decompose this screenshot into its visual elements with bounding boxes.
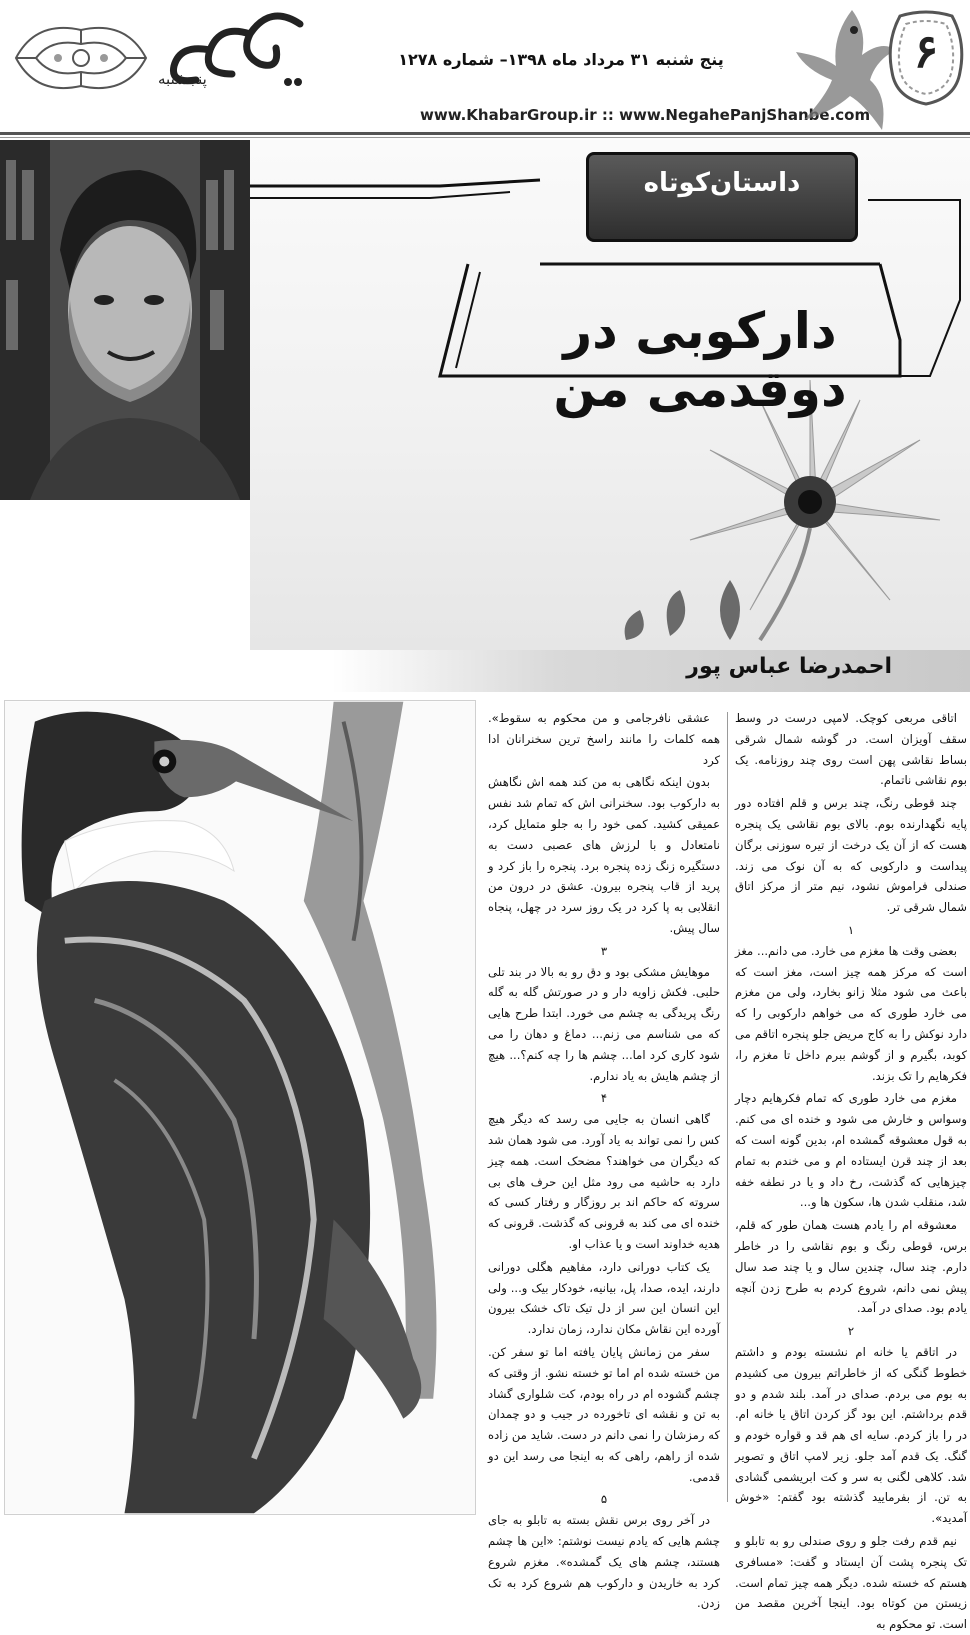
- date-issue: پنج شنبه ۳۱ مرداد ماه ۱۳۹۸– شماره ۱۲۷۸: [398, 50, 724, 69]
- article-paragraph: یک کتاب دورانی دارد، مفاهیم هگلی دورانی دارند، ایده، صدا، پل، بیانیه، خودکار بیک و... ولی این انسان این سر از دل تیک تاک خشک بیرون آورده این نقاش مکان ندارد، زمان ندارد.: [488, 1259, 720, 1337]
- phoenix-ornament-icon: [792, 0, 900, 136]
- logo-subtitle: پنجشنبه: [158, 70, 207, 88]
- article-paragraph: بدون اینکه نگاهی به من کند همه اش نگاهش به دارکوب بود. سخنرانی اش که تمام شد نفس عمیقی کشید. کمی خود را به جلو متمایل کرد، نامتعادل و با لرزش های عصبی دست به دستگیره زنگ زده پنجره برد. پنجره را باز کرد و پرید از قاب پنجره بیرون. عشق در درون من انقلابی به پا کرد در یک روز سرد در چهل، پنجاه سال پیش.: [488, 775, 720, 935]
- article-paragraph: سفر من زمانش پایان یافته اما تو سفر کن. من خسته شده ام اما تو خسته نشو. از وقتی که چشم گشوده ام در راه بودم، کت شلواری گشاد به تن و نقشه ای تاخورده در جیب و دو چمدان که رمزشان را نمی دانم در دست. شاید من زاده شده از راهم، راهی که به اینجا می رسد این دو قدمی.: [488, 1344, 720, 1484]
- author-byline: احمدرضا عباس پور: [686, 654, 892, 679]
- article-paragraph: چند قوطی رنگ، چند برس و قلم افتاده دور پایه نگهدارنده بوم. بالای بوم نقاشی یک پنجره هست که از آن یک درخت از تیره سوزنی برگان پیداست و دارکوبی که به آن نوک می زند. صندلی فراموش نشود، نیم متر از مرکز اتاق شمال شرقی تر.: [735, 796, 967, 915]
- masthead: [0, 0, 970, 140]
- article-column-right: [735, 708, 967, 1632]
- article-paragraph: موهایش مشکی بود و دق رو به بالا در بند تلی حلبی. فکش زاویه دار و در صورتش گله به گله رنگ پریدگی به چشم می خورد. ابتدا طرح هایی که می شناسم می زنم... دماغ و دهان را می شود کاری کرد اما... چشم ها را چه کنم؟... هیچ از چشم هایش به یاد ندارم.: [488, 964, 720, 1083]
- woodpecker-photo: [4, 700, 476, 1515]
- website-links: www.KhabarGroup.ir :: www.NegahePanjShanbe.com: [420, 106, 871, 124]
- section-number: ۴: [600, 1091, 608, 1106]
- article-paragraph: مغزم می خارد طوری که تمام فکرهایم دچار وسواس و خارش می شود و خنده ای می کنم. به قول معشوقه گمشده ام، بدین گونه است که بعد از چند قرن ایستاده ام و می خندم به تمام چیزهایی که گذشت، رخ داد و یا در نطفه خفه شد، منقلب شدن ها، سکون ها و...: [735, 1091, 967, 1210]
- negah-logo-icon: [150, 4, 310, 104]
- article-paragraph: نیم قدم رفت جلو و روی صندلی رو به تابلو و تک پنجره پشت آن ایستاد و گفت: «مسافری هستم که خسته شده. دیگر همه چیز تمام است. زیستن من کوتاه بود. اینجا آخرین مقصد من است. تو محکوم به: [735, 1534, 967, 1632]
- section-number: ۲: [847, 1324, 855, 1339]
- article-paragraph: در آخر روی برس نقش بسته به تابلو به جای چشم هایی که یادم نیست نوشتم: «این ها چشم هستند، چشم های یک گمشده». مغزم شروع کرد به خاریدن و دارکوب هم شروع کرد به تک زدن.: [488, 1513, 720, 1611]
- article-column-left: [488, 708, 720, 1611]
- section-number: ۱: [847, 922, 855, 937]
- story-headline: دارکوبی در دوقدمی من: [553, 302, 847, 418]
- article-paragraph: گاهی انسان به جایی می رسد که دیگر هیچ کس را نمی تواند به یاد آورد. می شود همان شد که دیگران می خواهند؟ مضحک است. همه چیز دارد به حاشیه می رود مثل این حرف های بی سروته که حاکم اند بر روزگار و رفتار کسی که خنده ای می کند به قرونی که گذشت. قرونی که هدیه خداوند است و یا عذاب او.: [488, 1112, 720, 1251]
- page-number: ۶: [913, 24, 939, 78]
- masthead-rule: [0, 126, 970, 140]
- column-divider: [727, 712, 728, 1502]
- section-number: ۵: [600, 1492, 608, 1507]
- article-paragraph: اتاقی مربعی کوچک. لامپی درست در وسط سقف آویزان است. در گوشه شمال شرقی بساط نقاشی پهن است روی چند روزنامه. یک بوم نقاشی ناتمام.: [735, 711, 967, 788]
- arabesque-ornament-icon: [6, 10, 156, 106]
- section-label: داستان‌کوتاه: [643, 168, 801, 198]
- article-paragraph: بعضی وقت ها مغزم می خارد. می دانم... مغز است که مرکز همه چیز است، مغز است که باعث می شود مثلا زانو بخارد، ولی من مغزم می خارد طوری که می خواهم دارکوبی را که دارد نوکش را به کاج مریض جلو پنجره اتاقم می کوبد، بگیرم و از گوشم ببرم داخل تا مغزم را، فکرهایم را تک بزند.: [735, 943, 967, 1083]
- article-paragraph: عشقی نافرجامی و من محکوم به سقوط». همه کلمات را مانند راسخ ترین سخنرانان ادا کرد: [488, 711, 720, 767]
- article-paragraph: معشوقه ام را یادم هست همان طور که قلم، برس، قوطی رنگ و بوم نقاشی را در خاطر دارم. چند سال، چندین سال و یا چند صد سال پیش نمی دانم، شروع کردم به طرح زدن آنچه یادم بود. صدای در آمد.: [735, 1218, 967, 1316]
- article-paragraph: در اتاقم یا خانه ام نشسته بودم و داشتم خطوط گنگی که از خاطراتم بیرون می کشیدم به بوم می بردم. صدای در آمد. بلند شدم و دو قدم برداشتم. این بود گز کردن اتاق یا خانه ام. در را باز کردم. سایه ای هم قد و قواره خودم و گنگ. یک قدم آمد جلو. زیر لامپ اتاق و تصویر شد. کلاهی لگنی به سر و کت ابریشمی گشادی به تن. از بفرمایید گذشته بود گفتم: «خوش آمدید».: [735, 1344, 967, 1526]
- section-number: ۳: [600, 943, 608, 958]
